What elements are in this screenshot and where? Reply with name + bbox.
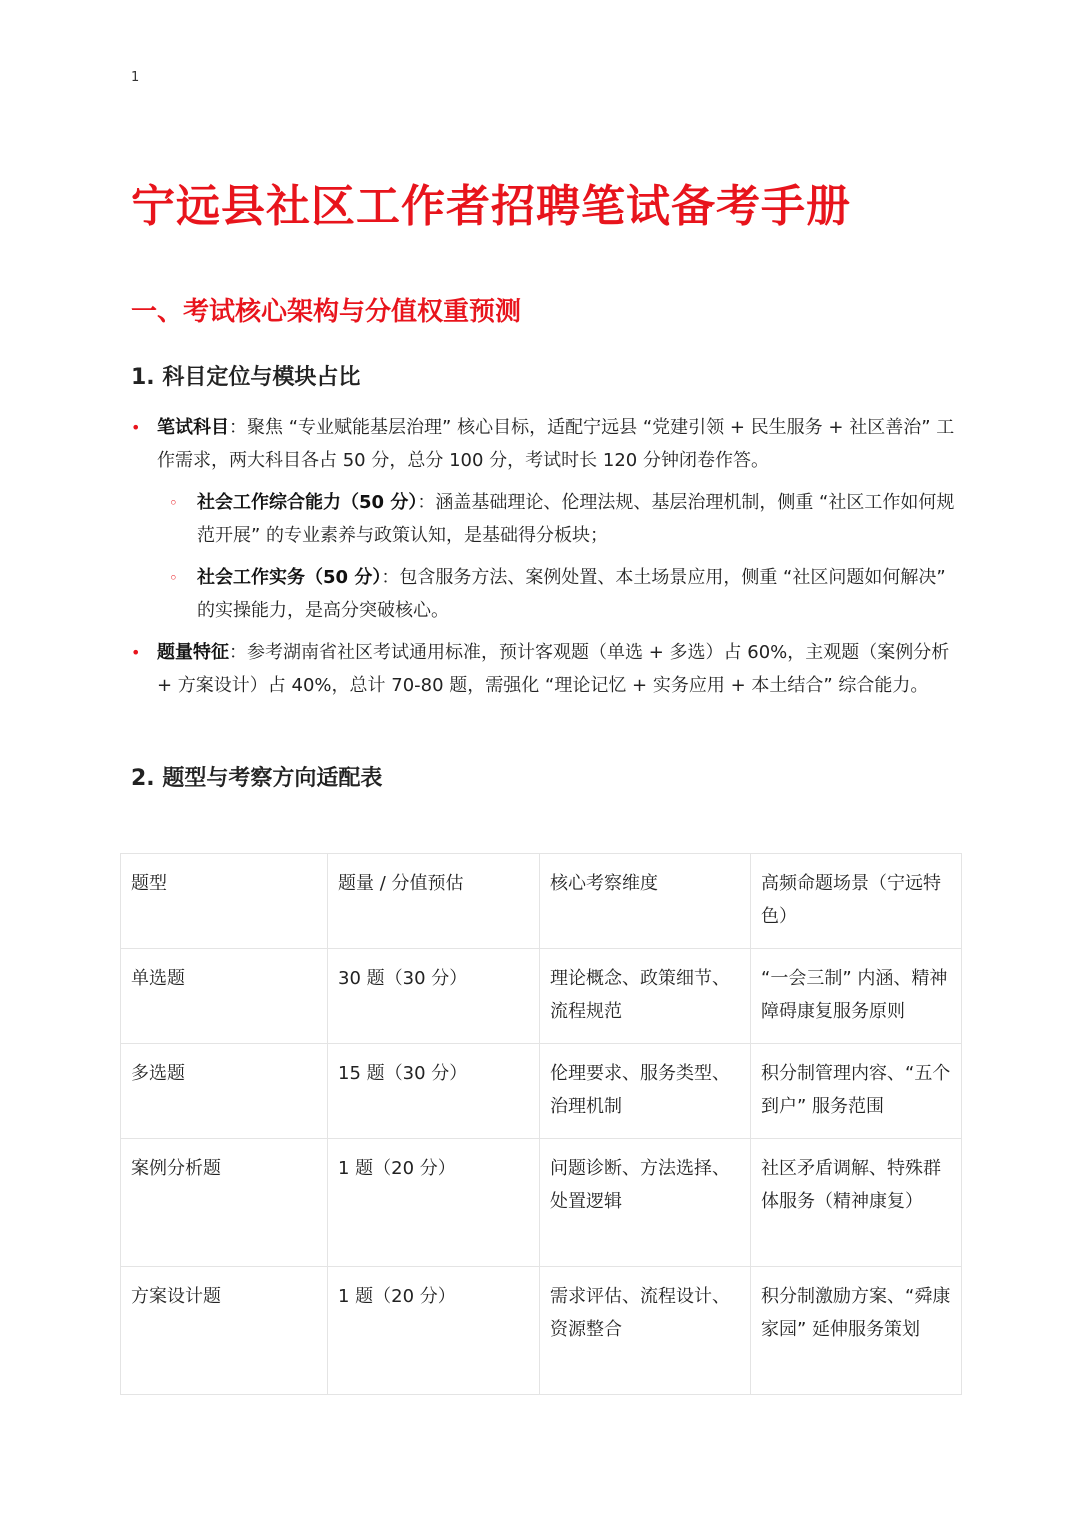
table-cell: 理论概念、政策细节、流程规范 [540,949,751,1044]
table-row [121,1267,962,1395]
subsection-title-2: 2. 题型与考察方向适配表 [131,766,383,791]
sub-bullet-circle-icon: ◦ [169,494,178,512]
table-cell: 问题诊断、方法选择、处置逻辑 [540,1139,751,1267]
subsection-title-1: 1. 科目定位与模块占比 [131,365,361,390]
table-cell: 社区矛盾调解、特殊群体服务（精神康复） [751,1139,962,1267]
bullet-item-question-features [131,637,961,702]
table-header-row [121,854,962,949]
document-title: 宁远县社区工作者招聘笔试备考手册 [131,181,851,232]
sub-bullet-label: 社会工作实务（50 分） [197,567,382,588]
table-cell: 积分制管理内容、“五个到户” 服务范围 [751,1044,962,1139]
table-header-cell: 题量 / 分值预估 [328,854,540,949]
table-cell: 多选题 [121,1044,328,1139]
table-header-cell: 题型 [121,854,328,949]
sub-bullet-circle-icon: ◦ [169,569,178,587]
table-cell: 伦理要求、服务类型、治理机制 [540,1044,751,1139]
page-number: 1 [131,70,140,85]
table-cell: “一会三制” 内涵、精神障碍康复服务原则 [751,949,962,1044]
question-type-table [120,853,962,1395]
bullet-label: 笔试科目 [157,417,229,438]
bullet-text: ：聚焦 “专业赋能基层治理” 核心目标，适配宁远县 “党建引领 + 民生服务 + 社区善治” 工作需求，两大科目各占 50 分，总分 100 分，考试时长 120 分钟闭卷作答。 [157,417,955,471]
sub-bullet-item [157,562,961,627]
sub-bullet-label: 社会工作综合能力（50 分） [197,492,418,513]
bullet-text: ：参考湖南省社区考试通用标准，预计客观题（单选 + 多选）占 60%，主观题（案例分析 + 方案设计）占 40%，总计 70-80 题，需强化 “理论记忆 + 实务应用 + 本土结合” 综合能力。 [157,642,950,696]
table-cell: 单选题 [121,949,328,1044]
table-cell: 30 题（30 分） [328,949,540,1044]
table-row [121,949,962,1044]
section-title: 一、考试核心架构与分值权重预测 [131,297,522,327]
bullet-dot-icon: • [131,418,141,437]
table-cell: 1 题（20 分） [328,1139,540,1267]
bullet-list [131,412,961,712]
table-header-cell: 核心考察维度 [540,854,751,949]
sub-bullet-list [157,487,961,627]
sub-bullet-text: ：涵盖基础理论、伦理法规、基层治理机制，侧重 “社区工作如何规范开展” 的专业素养与政策认知，是基础得分板块； [197,492,955,546]
sub-bullet-item [157,487,961,552]
table-cell: 方案设计题 [121,1267,328,1395]
table-cell: 需求评估、流程设计、资源整合 [540,1267,751,1395]
table-row [121,1139,962,1267]
table-cell: 案例分析题 [121,1139,328,1267]
bullet-label: 题量特征 [157,642,229,663]
table-row [121,1044,962,1139]
bullet-dot-icon: • [131,643,141,662]
table-cell: 15 题（30 分） [328,1044,540,1139]
bullet-item-exam-subjects [131,412,961,627]
sub-bullet-text: ：包含服务方法、案例处置、本土场景应用，侧重 “社区问题如何解决” 的实操能力，是高分突破核心。 [197,567,946,621]
table-cell: 1 题（20 分） [328,1267,540,1395]
table-cell: 积分制激励方案、“舜康家园” 延伸服务策划 [751,1267,962,1395]
table-header-cell: 高频命题场景（宁远特色） [751,854,962,949]
